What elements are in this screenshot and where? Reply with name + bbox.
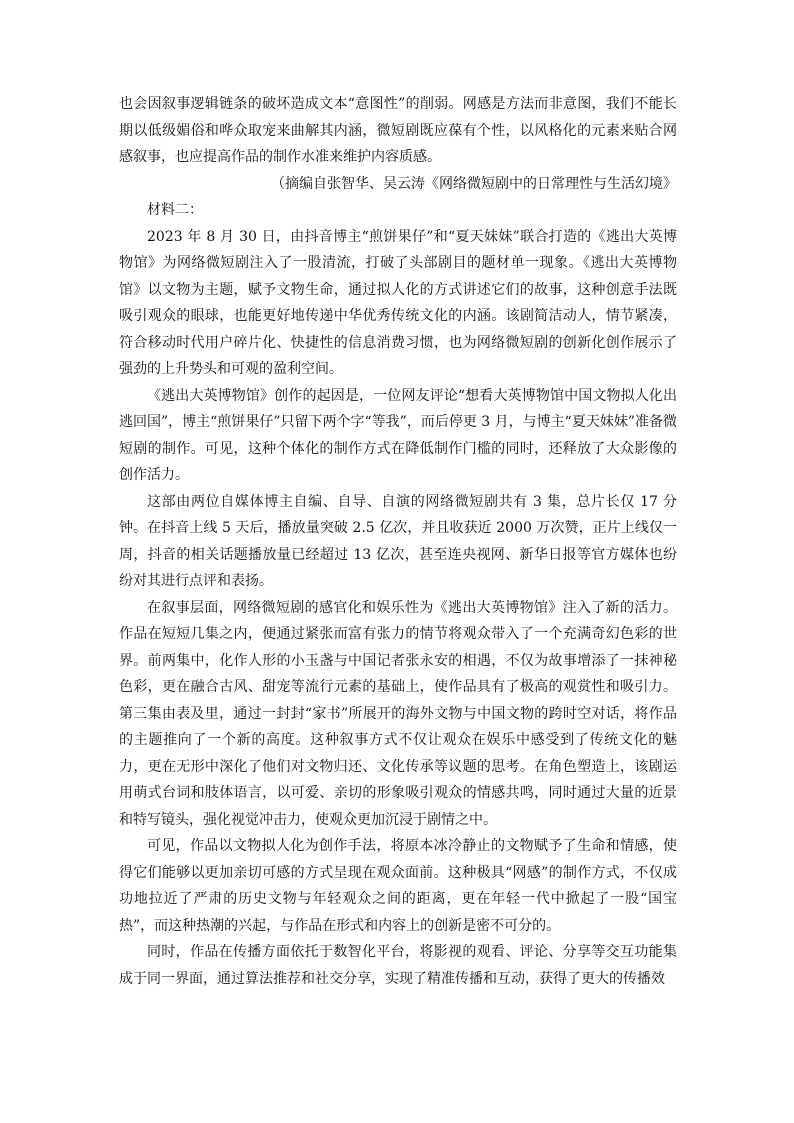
- continuation-paragraph: 也会因叙事逻辑链条的破坏造成文本“意图性”的削弱。网感是方法而非意图，我们不能长期以低级媚俗和哗众取宠来曲解其内涵，微短剧既应葆有个性，以风格化的元素来贴合网感叙事，也应提高作品的制作水准来维护内容质感。: [119, 96, 677, 165]
- paragraph-1: 2023 年 8 月 30 日，由抖音博主“煎饼果仔”和“夏天妹妹”联合打造的《逃出大英博物馆》为网络微短剧注入了一股清流，打破了头部剧目的题材单一现象。《逃出大英博物馆》以文物为主题，赋予文物生命，通过拟人化的方式讲述它们的故事，这种创意手法既吸引观众的眼球，也能更好地传递中华优秀传统文化的内涵。该剧简洁动人，情节紧凑，符合移动时代用户碎片化、快捷性的信息消费习惯，也为网络微短剧的创新化创作展示了强劲的上升势头和可观的盈利空间。: [119, 228, 677, 377]
- paragraph-3: 这部由两位自媒体博主自编、自导、自演的网络微短剧共有 3 集，总片长仅 17 分钟。在抖音上线 5 天后，播放量突破 2.5 亿次，并且收获近 2000 万次赞，正片上线仅一周，抖音的相关话题播放量已经超过 13 亿次，甚至连央视网、新华日报等官方媒体也纷纷对其进行点评和表扬。: [119, 493, 677, 589]
- paragraph-5: 可见，作品以文物拟人化为创作手法，将原本冰冷静止的文物赋予了生命和情感，使得它们能够以更加亲切可感的方式呈现在观众面前。这种极具“网感”的制作方式，不仅成功地拉近了严肃的历史文物与年轻观众之间的距离，更在年轻一代中掀起了一股“国宝热”，而这种热潮的兴起，与作品在形式和内容上的创新是密不可分的。: [119, 838, 677, 934]
- document-page: [119, 91, 677, 992]
- paragraph-2: 《逃出大英博物馆》创作的起因是，一位网友评论“想看大英博物馆中国文物拟人化出逃回国”，博主“煎饼果仔”只留下两个字“等我”，而后停更 3 月，与博主“夏天妹妹”准备微短剧的制作。可见，这种个体化的制作方式在降低制作门槛的同时，还释放了大众影像的创作活力。: [119, 387, 677, 483]
- material-title: 材料二：: [147, 202, 203, 218]
- paragraph-6: 同时，作品在传播方面依托于数智化平台，将影视的观看、评论、分享等交互功能集成于同一界面，通过算法推荐和社交分享，实现了精准传播和互动，获得了更大的传播效: [119, 944, 677, 987]
- source-citation: （摘编自张智华、吴云涛《网络微短剧中的日常理性与生活幻境》: [271, 175, 677, 192]
- paragraph-4: 在叙事层面，网络微短剧的感官化和娱乐性为《逃出大英博物馆》注入了新的活力。作品在短短几集之内，便通过紧张而富有张力的情节将观众带入了一个充满奇幻色彩的世界。前两集中，化作人形的小玉盏与中国记者张永安的相遇，不仅为故事增添了一抹神秘色彩，更在融合古风、甜宠等流行元素的基础上，使作品具有了极高的观赏性和吸引力。第三集由表及里，通过一封封“家书”所展开的海外文物与中国文物的跨时空对话，将作品的主题推向了一个新的高度。这种叙事方式不仅让观众在娱乐中感受到了传统文化的魅力，更在无形中深化了他们对文物归还、文化传承等议题的思考。在角色塑造上，该剧运用萌式台词和肢体语言，以可爱、亲切的形象吸引观众的情感共鸣，同时通过大量的近景和特写镜头，强化视觉冲击力，使观众更加沉浸于剧情之中。: [119, 599, 677, 828]
